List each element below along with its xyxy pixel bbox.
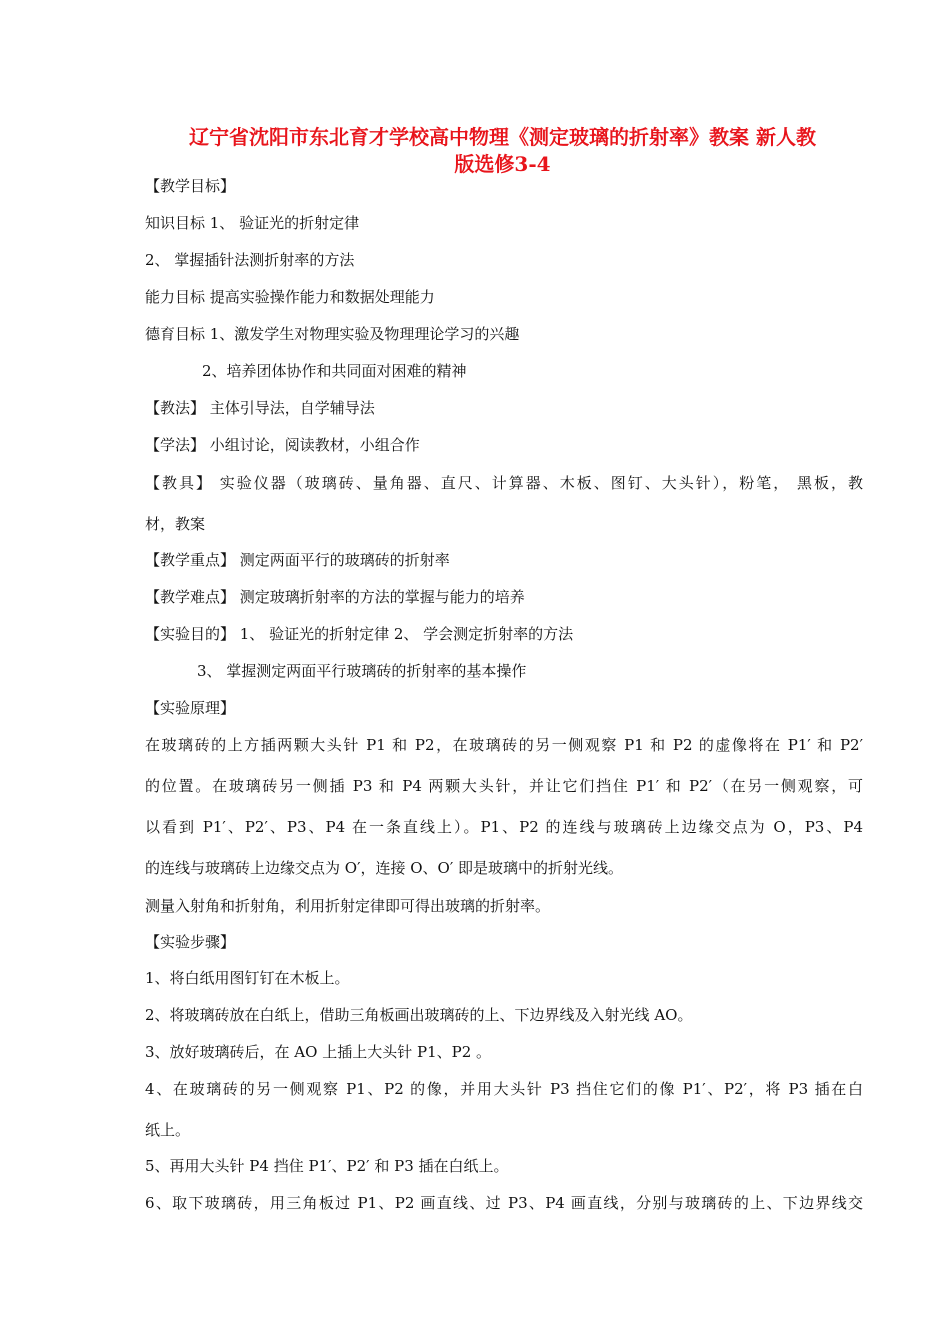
section-heading-experiment-purpose: 【实验目的】 1、 验证光的折射定律 2、 学会测定折射率的方法 [145, 625, 574, 643]
text-line: 以看到 P1′、P2′、P3、P4 在一条直线上）。P1、P2 的连线与玻璃砖上边缘交点为 O，P3、P4 [145, 818, 863, 836]
text-line: 知识目标 1、 验证光的折射定律 [145, 214, 360, 232]
step-line: 6、取下玻璃砖，用三角板过 P1、P2 画直线、过 P3、P4 画直线，分别与玻璃砖的上、下边界线交 [145, 1194, 863, 1212]
step-line: 5、再用大头针 P4 挡住 P1′、P2′ 和 P3 插在白纸上。 [145, 1157, 509, 1175]
section-heading-experiment-steps: 【实验步骤】 [145, 933, 236, 951]
text-line: 的位置。在玻璃砖另一侧插 P3 和 P4 两颗大头针，并让它们挡住 P1′ 和 P2′（在另一侧观察，可 [145, 777, 863, 795]
section-heading-difficult-points: 【教学难点】 测定玻璃折射率的方法的掌握与能力的培养 [145, 588, 525, 606]
section-heading-teaching-tools: 【教具】 实验仪器（玻璃砖、量角器、直尺、计算器、木板、图钉、大头针），粉笔， 黑板，教 [145, 474, 863, 492]
text-line: 2、培养团体协作和共同面对困难的精神 [202, 362, 467, 380]
step-line: 3、放好玻璃砖后，在 AO 上插上大头针 P1、P2 。 [145, 1043, 492, 1061]
text-line: 2、 掌握插针法测折射率的方法 [145, 251, 355, 269]
text-line: 测量入射角和折射角，利用折射定律即可得出玻璃的折射率。 [145, 897, 551, 915]
step-line: 纸上。 [145, 1121, 191, 1139]
text-line: 德育目标 1、激发学生对物理实验及物理理论学习的兴趣 [145, 325, 520, 343]
document-title-line-2: 版选修3-4 [454, 152, 551, 176]
section-heading-key-points: 【教学重点】 测定两面平行的玻璃砖的折射率 [145, 551, 450, 569]
text-line: 3、 掌握测定两面平行玻璃砖的折射率的基本操作 [197, 662, 527, 680]
text-line: 材，教案 [145, 515, 206, 533]
document-title-line-1: 辽宁省沈阳市东北育才学校高中物理《测定玻璃的折射率》教案 新人教 [189, 125, 816, 149]
step-line: 4、在玻璃砖的另一侧观察 P1、P2 的像，并用大头针 P3 挡住它们的像 P1′、P2′，将 P3 插在白 [145, 1080, 863, 1098]
step-line: 2、将玻璃砖放在白纸上，借助三角板画出玻璃砖的上、下边界线及入射光线 AO。 [145, 1006, 693, 1024]
text-line: 在玻璃砖的上方插两颗大头针 P1 和 P2，在玻璃砖的另一侧观察 P1 和 P2 的虚像将在 P1′ 和 P2′ [145, 736, 863, 754]
text-line: 的连线与玻璃砖上边缘交点为 O′，连接 O、O′ 即是玻璃中的折射光线。 [145, 859, 624, 877]
section-heading-learning-method: 【学法】 小组讨论，阅读教材，小组合作 [145, 436, 420, 454]
step-line: 1、将白纸用图钉钉在木板上。 [145, 969, 350, 987]
section-heading-experiment-principle: 【实验原理】 [145, 699, 236, 717]
text-line: 能力目标 提高实验操作能力和数据处理能力 [145, 288, 435, 306]
section-heading-teaching-goals: 【教学目标】 [145, 177, 236, 195]
section-heading-teaching-method: 【教法】 主体引导法，自学辅导法 [145, 399, 375, 417]
